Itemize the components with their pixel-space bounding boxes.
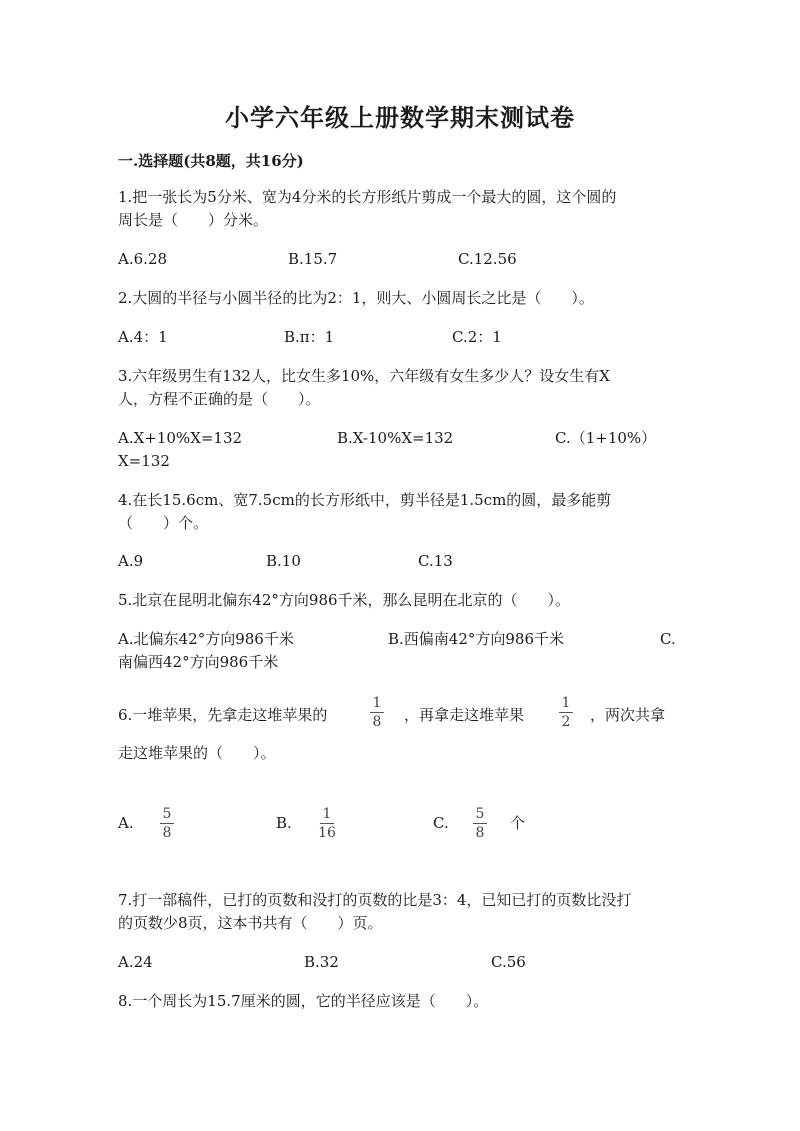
q6-option-b-numerator: 1 [322, 806, 332, 822]
q4-line2: （ ）个。 [118, 514, 209, 532]
q6-part1: 6.一堆苹果，先拿走这堆苹果的 [118, 706, 328, 724]
q6-fraction-2-denominator: 2 [561, 714, 571, 730]
fraction-bar [160, 823, 174, 824]
q7-line2: 的页数少8页，这本书共有（ ）页。 [118, 914, 383, 932]
q6-option-c-fraction [472, 806, 488, 841]
q7-option-a: A.24 [118, 953, 153, 971]
fraction-bar [473, 823, 487, 824]
fraction-bar [370, 712, 384, 713]
q6-option-a-numerator: 5 [162, 806, 172, 822]
q4-option-c: C.13 [418, 552, 453, 570]
q6-fraction-1-numerator: 1 [372, 695, 382, 711]
q5-option-c: C. [660, 630, 676, 648]
q3-option-c-cont: X=132 [118, 452, 170, 470]
q3-option-c: C.（1+10%） [555, 429, 657, 447]
q6-option-c-denominator: 8 [475, 825, 485, 841]
q7-line1: 7.打一部稿件，已打的页数和没打的页数的比是3：4，已知已打的页数比没打 [118, 891, 632, 909]
q6-option-c-label: C. [433, 814, 449, 832]
q6-option-a-fraction [159, 806, 175, 841]
q6-fraction-1-denominator: 8 [372, 714, 382, 730]
q6-line2: 走这堆苹果的（ ）。 [118, 744, 276, 762]
q2-line1: 2.大圆的半径与小圆半径的比为2：1，则大、小圆周长之比是（ ）。 [118, 289, 594, 307]
q8-line1: 8.一个周长为15.7厘米的圆，它的半径应该是（ ）。 [118, 992, 489, 1010]
q6-option-c-suffix: 个 [510, 814, 526, 832]
q7-option-c: C.56 [491, 953, 526, 971]
q4-option-a: A.9 [118, 552, 144, 570]
q3-option-b: B.X-10%X=132 [337, 429, 454, 447]
q4-line1: 4.在长15.6cm、宽7.5cm的长方形纸中，剪半径是1.5cm的圆，最多能剪 [118, 491, 612, 509]
q1-option-c: C.12.56 [458, 250, 517, 268]
q6-option-b-denominator: 16 [318, 825, 336, 841]
q4-option-b: B.10 [266, 552, 301, 570]
q6-part2: ，再拿走这堆苹果 [404, 706, 525, 724]
q5-option-c-cont: 南偏西42°方向986千米 [118, 653, 279, 671]
q3-line1: 3.六年级男生有132人，比女生多10%，六年级有女生多少人？设女生有X [118, 367, 610, 385]
q1-option-b: B.15.7 [288, 250, 338, 268]
q1-option-a: A.6.28 [118, 250, 167, 268]
q6-option-b-label: B. [276, 814, 292, 832]
q1-line2: 周长是（ ）分米。 [118, 211, 269, 229]
q7-option-b: B.32 [304, 953, 339, 971]
q6-option-b-fraction [319, 806, 335, 841]
q6-part3: ，两次共拿 [590, 706, 666, 724]
q5-option-b: B.西偏南42°方向986千米 [388, 630, 565, 648]
q6-option-c-numerator: 5 [475, 806, 485, 822]
q6-fraction-1 [369, 695, 385, 730]
q6-fraction-2 [558, 695, 574, 730]
q2-option-a: A.4：1 [118, 328, 168, 346]
q6-option-a-denominator: 8 [162, 825, 172, 841]
q6-fraction-2-numerator: 1 [561, 695, 571, 711]
q2-option-c: C.2：1 [452, 328, 502, 346]
q6-option-a-label: A. [118, 814, 134, 832]
section-heading: 一.选择题(共8题，共16分) [118, 152, 304, 170]
fraction-bar [320, 823, 334, 824]
q5-option-a: A.北偏东42°方向986千米 [118, 630, 294, 648]
q3-line2: 人，方程不正确的是（ ）。 [118, 390, 321, 408]
q3-option-a: A.X+10%X=132 [118, 429, 243, 447]
page-title: 小学六年级上册数学期末测试卷 [225, 103, 575, 132]
fraction-bar [559, 712, 573, 713]
q1-line1: 1.把一张长为5分米、宽为4分米的长方形纸片剪成一个最大的圆，这个圆的 [118, 188, 617, 206]
q2-option-b: B.π：1 [284, 328, 335, 346]
q5-line1: 5.北京在昆明北偏东42°方向986千米，那么昆明在北京的（ ）。 [118, 591, 571, 609]
